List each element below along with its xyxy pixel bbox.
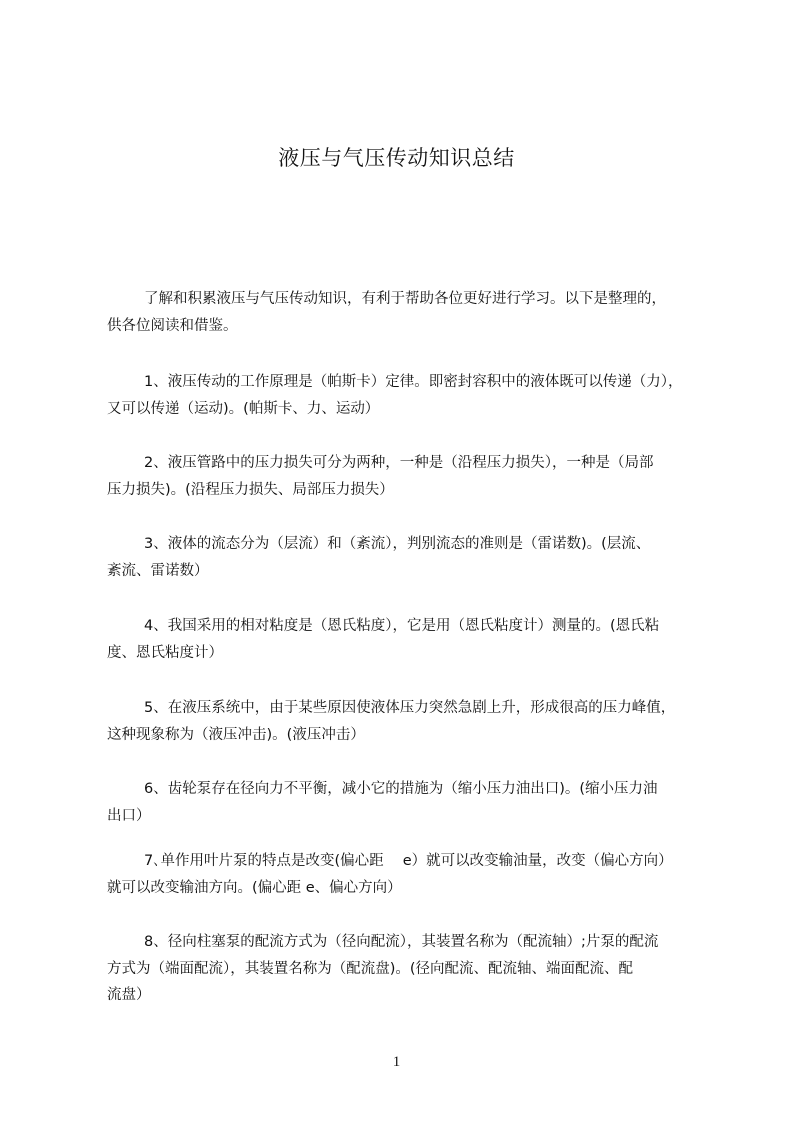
item-paragraph [107,369,707,422]
paragraph-line: 8、径向柱塞泵的配流方式为（径向配流），其装置名称为（配流轴）;片泵的配流 [144,934,659,950]
paragraph-line: 供各位阅读和借鉴。 [107,317,238,334]
paragraph-line: 7､单作用叶片泵的特点是改变(偏心距 e）就可以改变输油量，改变（偏心方向） [144,853,673,869]
page-number: 1 [392,1054,401,1070]
item-paragraph [107,695,707,748]
document-title: 液压与气压传动知识总结 [278,146,515,170]
paragraph-line: 了解和积累液压与气压传动知识，有利于帮助各位更好进行学习。以下是整理的， [144,291,666,307]
paragraph-line: 紊流、雷诺数） [107,562,209,579]
paragraph-line: 5、在液压系统中，由于某些原因使液体压力突然急剧上升，形成很高的压力峰值， [144,700,676,716]
paragraph-line: 就可以改变输油方向。(偏心距 e、偏心方向） [107,879,402,896]
paragraph-line: 3、液体的流态分为（层流）和（紊流），判别流态的准则是（雷诺数)。(层流、 [144,536,651,552]
paragraph-line: 压力损失)。(沿程压力损失、局部压力损失） [107,481,394,498]
paragraph-line: 方式为（端面配流），其装置名称为（配流盘)。(径向配流、配流轴、端面配流、配 [107,960,634,977]
item-paragraph [107,450,707,503]
paragraph-line: 流盘） [107,987,151,1003]
paragraph-line: 出口） [107,807,151,824]
paragraph-line: 6、齿轮泵存在径向力不平衡，减小它的措施为（缩小压力油出口)。(缩小压力油 [144,781,658,797]
paragraph-line: 又可以传递（运动)。(帕斯卡、力、运动） [107,400,380,417]
item-paragraph [107,531,707,584]
intro-paragraph [107,286,707,339]
item-paragraph [107,848,707,901]
paragraph-line: 这种现象称为（液压冲击)。(液压冲击） [107,726,365,743]
item-paragraph [107,776,707,829]
paragraph-line: 1、液压传动的工作原理是（帕斯卡）定律。即密封容积中的液体既可以传递（力）， [144,374,683,390]
item-paragraph [107,613,707,666]
paragraph-line: 4、我国采用的相对粘度是（恩氏粘度），它是用（恩氏粘度计）测量的。(恩氏粘 [144,618,660,634]
item-paragraph [107,929,707,1009]
paragraph-line: 度、恩氏粘度计） [107,644,223,661]
paragraph-line: 2、液压管路中的压力损失可分为两种，一种是（沿程压力损失），一种是（局部 [144,455,654,471]
